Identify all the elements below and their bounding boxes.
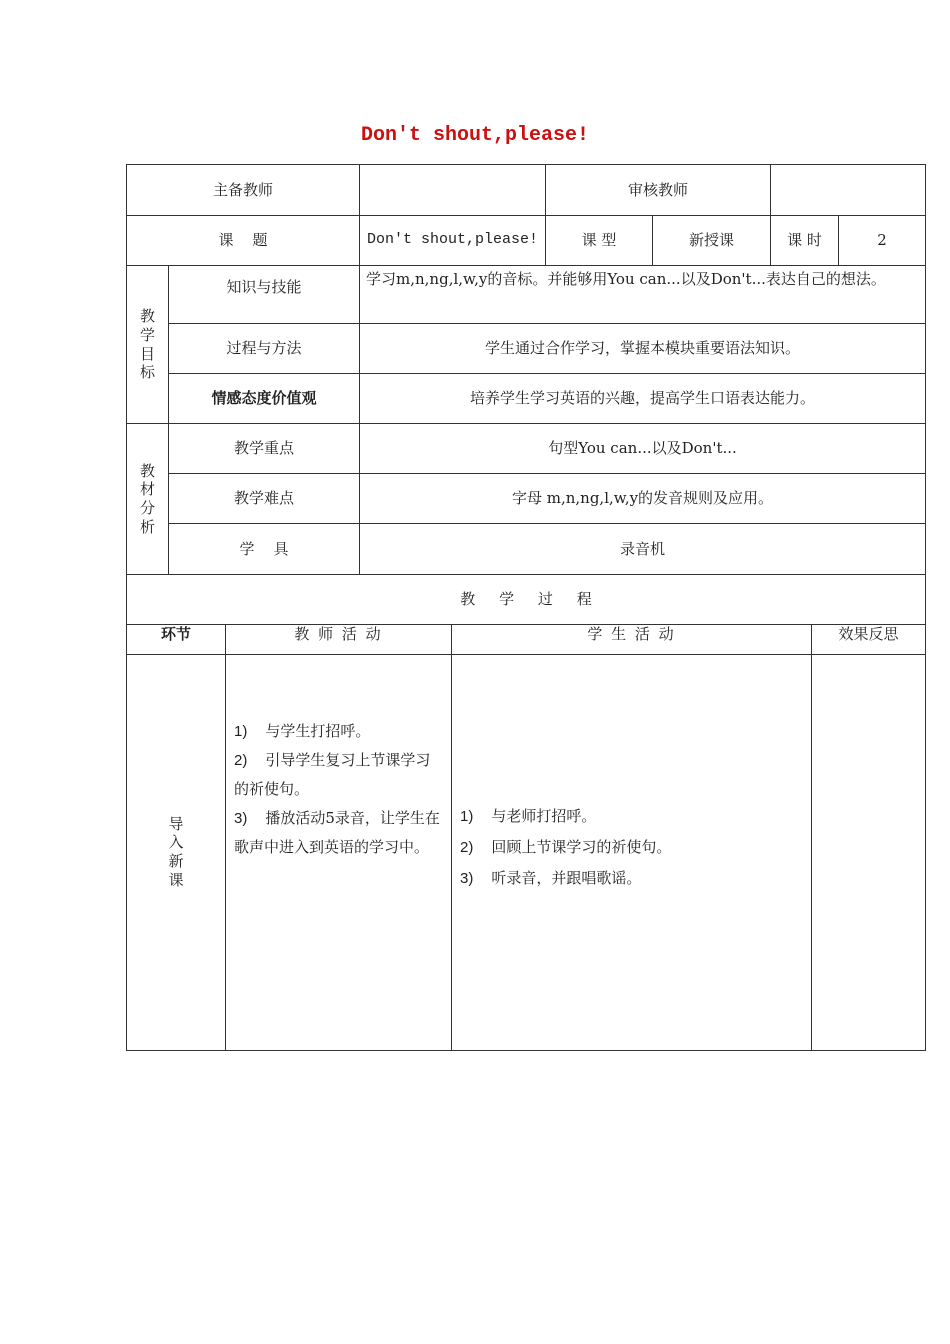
objective-row (127, 324, 926, 374)
topic-row (127, 216, 926, 266)
topic-value: Don't shout,please! (360, 216, 546, 266)
stage-label: 导 入 新 课 (127, 654, 226, 1050)
process-row (127, 654, 926, 1050)
process-heading-row (127, 575, 926, 625)
objective-value: 学生通过合作学习，掌握本模块重要语法知识。 (360, 324, 926, 374)
teacher-row (127, 165, 926, 216)
column-header-stage: 环节 (127, 624, 226, 654)
list-item: 3) 播放活动5录音，让学生在歌声中进入到英语的学习中。 (234, 808, 440, 856)
type-value: 新授课 (653, 216, 771, 266)
analysis-value: 录音机 (360, 524, 926, 575)
analysis-label: 教学难点 (169, 474, 360, 524)
objective-label: 过程与方法 (169, 324, 360, 374)
reflection-cell (812, 654, 926, 1050)
process-table (126, 624, 926, 1051)
teacher-activities (226, 654, 452, 1050)
analysis-label: 学 具 (169, 524, 360, 575)
lead-teacher-label: 主备教师 (127, 165, 360, 216)
analysis-row (127, 424, 926, 474)
analysis-row (127, 524, 926, 575)
objective-row (127, 374, 926, 424)
objective-value: 培养学生学习英语的兴趣，提高学生口语表达能力。 (360, 374, 926, 424)
objective-value: 学习m,n,ng,l,w,y的音标。并能够用You can...以及Don't...表达自己的想法。 (360, 266, 926, 324)
periods-label: 课 时 (771, 216, 839, 266)
analysis-group-label: 教 材 分 析 (127, 424, 169, 575)
topic-label: 课 题 (127, 216, 360, 266)
process-heading: 教 学 过 程 (127, 575, 926, 625)
list-item: 1) 与老师打招呼。 (460, 806, 597, 825)
analysis-row (127, 474, 926, 524)
process-column-header-row (127, 624, 926, 654)
reviewer-value (771, 165, 926, 216)
document-title: Don't shout,please! (360, 124, 590, 147)
column-header-student: 学 生 活 动 (452, 624, 812, 654)
list-item: 2) 引导学生复习上节课学习的祈使句。 (234, 750, 431, 798)
type-label: 课 型 (546, 216, 653, 266)
objective-label: 情感态度价值观 (169, 374, 360, 424)
lesson-info-table (126, 164, 926, 625)
reviewer-label: 审核教师 (546, 165, 771, 216)
list-item: 2) 回顾上节课学习的祈使句。 (460, 837, 672, 856)
objective-row (127, 266, 926, 324)
column-header-teacher: 教 师 活 动 (226, 624, 452, 654)
column-header-reflection: 效果反思 (812, 624, 926, 654)
list-item: 1) 与学生打招呼。 (234, 721, 371, 740)
analysis-label: 教学重点 (169, 424, 360, 474)
analysis-value: 句型You can...以及Don't... (360, 424, 926, 474)
objectives-group-label: 教 学 目 标 (127, 266, 169, 424)
periods-value: 2 (839, 216, 926, 266)
analysis-value: 字母 m,n,ng,l,w,y的发音规则及应用。 (360, 474, 926, 524)
lead-teacher-value (360, 165, 546, 216)
objective-label: 知识与技能 (169, 266, 360, 324)
student-activities (452, 654, 812, 1050)
list-item: 3) 听录音，并跟唱歌谣。 (460, 868, 642, 887)
